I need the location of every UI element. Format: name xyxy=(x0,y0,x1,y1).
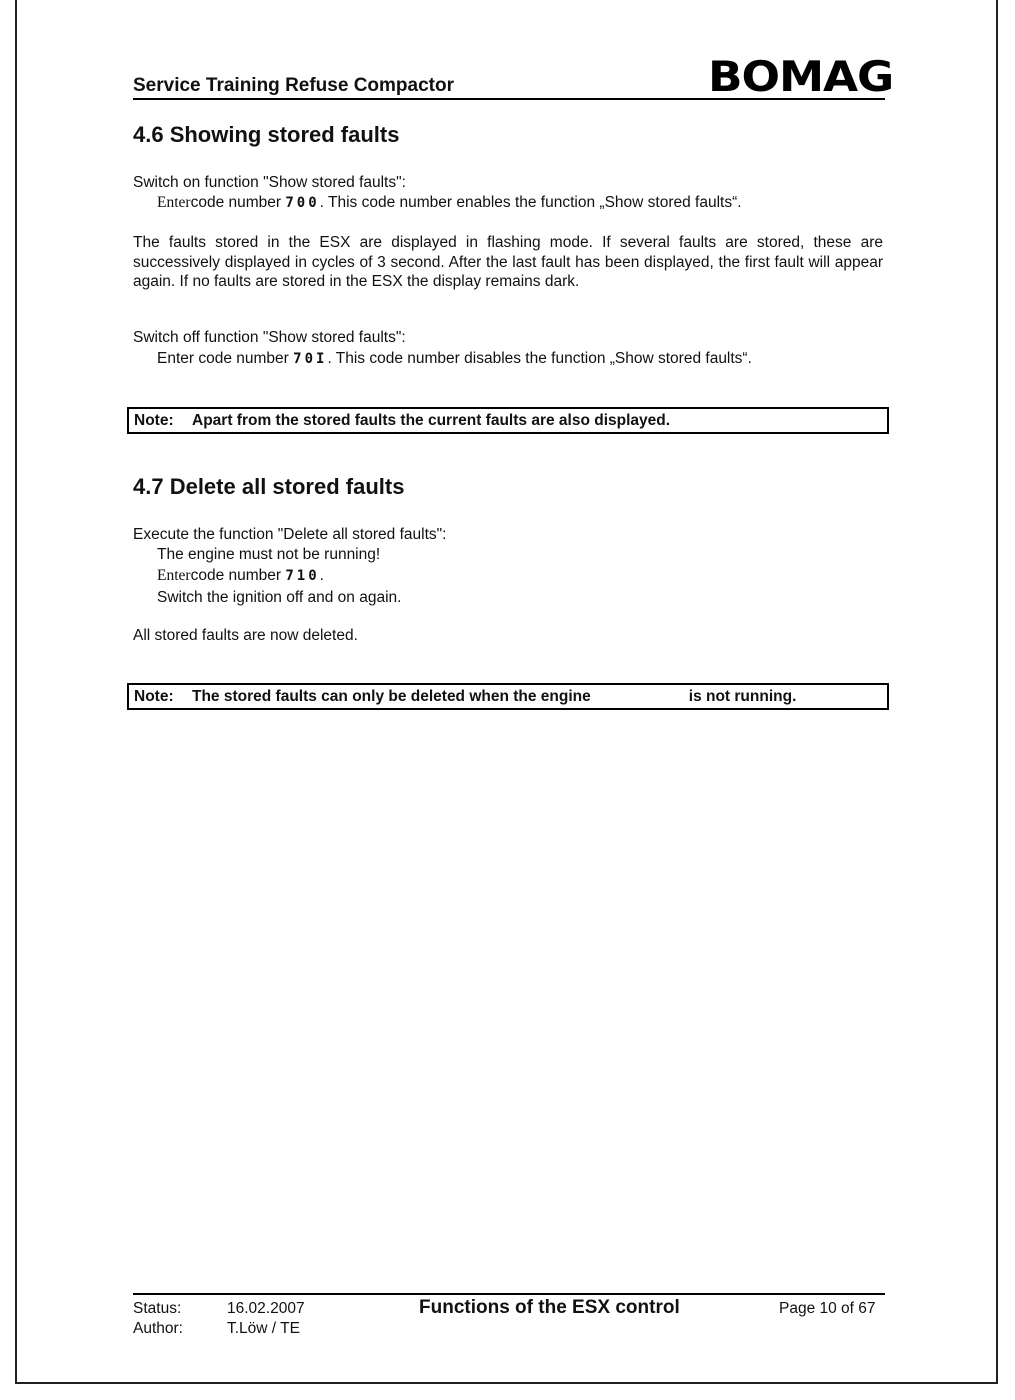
code-suffix: . This code number enables the function „Show stored faults“. xyxy=(319,194,742,211)
code-710: 710 xyxy=(285,568,320,584)
enter-word: Enter xyxy=(157,194,191,211)
result-text: All stored faults are now deleted. xyxy=(133,627,358,644)
header-rule xyxy=(133,98,885,100)
note-label: Note: xyxy=(134,412,174,429)
code-prefix: code number xyxy=(190,567,286,584)
author-value: T.Löw / TE xyxy=(227,1320,300,1337)
off-suffix: . This code number disables the function „Show stored faults“. xyxy=(327,350,752,367)
off-prefix: Enter code number xyxy=(157,350,294,367)
execute-label: Execute the function "Delete all stored faults": xyxy=(133,526,447,543)
switch-on-instruction xyxy=(157,193,742,213)
note-box-current-faults xyxy=(127,407,889,434)
switch-off-label: Switch off function "Show stored faults": xyxy=(133,329,406,346)
switch-off-instruction xyxy=(157,349,752,369)
status-value: 16.02.2007 xyxy=(227,1300,305,1317)
header-title: Service Training Refuse Compactor xyxy=(133,75,454,96)
footer-rule xyxy=(133,1293,885,1295)
section-47-heading: 4.7 Delete all stored faults xyxy=(133,474,405,499)
page-number: Page 10 of 67 xyxy=(779,1300,876,1317)
enter-word: Enter xyxy=(157,567,191,584)
note-label: Note: xyxy=(134,688,174,705)
bomag-logo: BOMAG xyxy=(708,52,894,101)
note-text: Apart from the stored faults the current faults are also displayed. xyxy=(192,412,671,429)
code-prefix: code number xyxy=(190,194,286,211)
note-box-engine xyxy=(127,683,889,710)
code-700: 700 xyxy=(285,195,320,211)
footer-title: Functions of the ESX control xyxy=(419,1297,680,1318)
code-701: 70I xyxy=(293,351,328,367)
step-enter-code xyxy=(157,566,324,586)
status-label: Status: xyxy=(133,1300,182,1317)
note-text-b: is not running. xyxy=(688,688,797,705)
step-engine-not-running: The engine must not be running! xyxy=(157,546,381,563)
note-text-a: The stored faults can only be deleted when the engine xyxy=(192,688,591,705)
step-ignition: Switch the ignition off and on again. xyxy=(157,589,402,606)
author-label: Author: xyxy=(133,1320,183,1337)
fault-description: The faults stored in the ESX are displayed in flashing mode. If several faults are stored, these are successively displayed in cycles of 3 second. After the last fault has been displayed, the first fault will appear again. If no faults are stored in the ESX the display remains dark. xyxy=(133,234,883,290)
section-46-heading: 4.6 Showing stored faults xyxy=(133,122,400,147)
code-suffix: . xyxy=(319,567,324,584)
switch-on-label: Switch on function "Show stored faults": xyxy=(133,174,406,191)
